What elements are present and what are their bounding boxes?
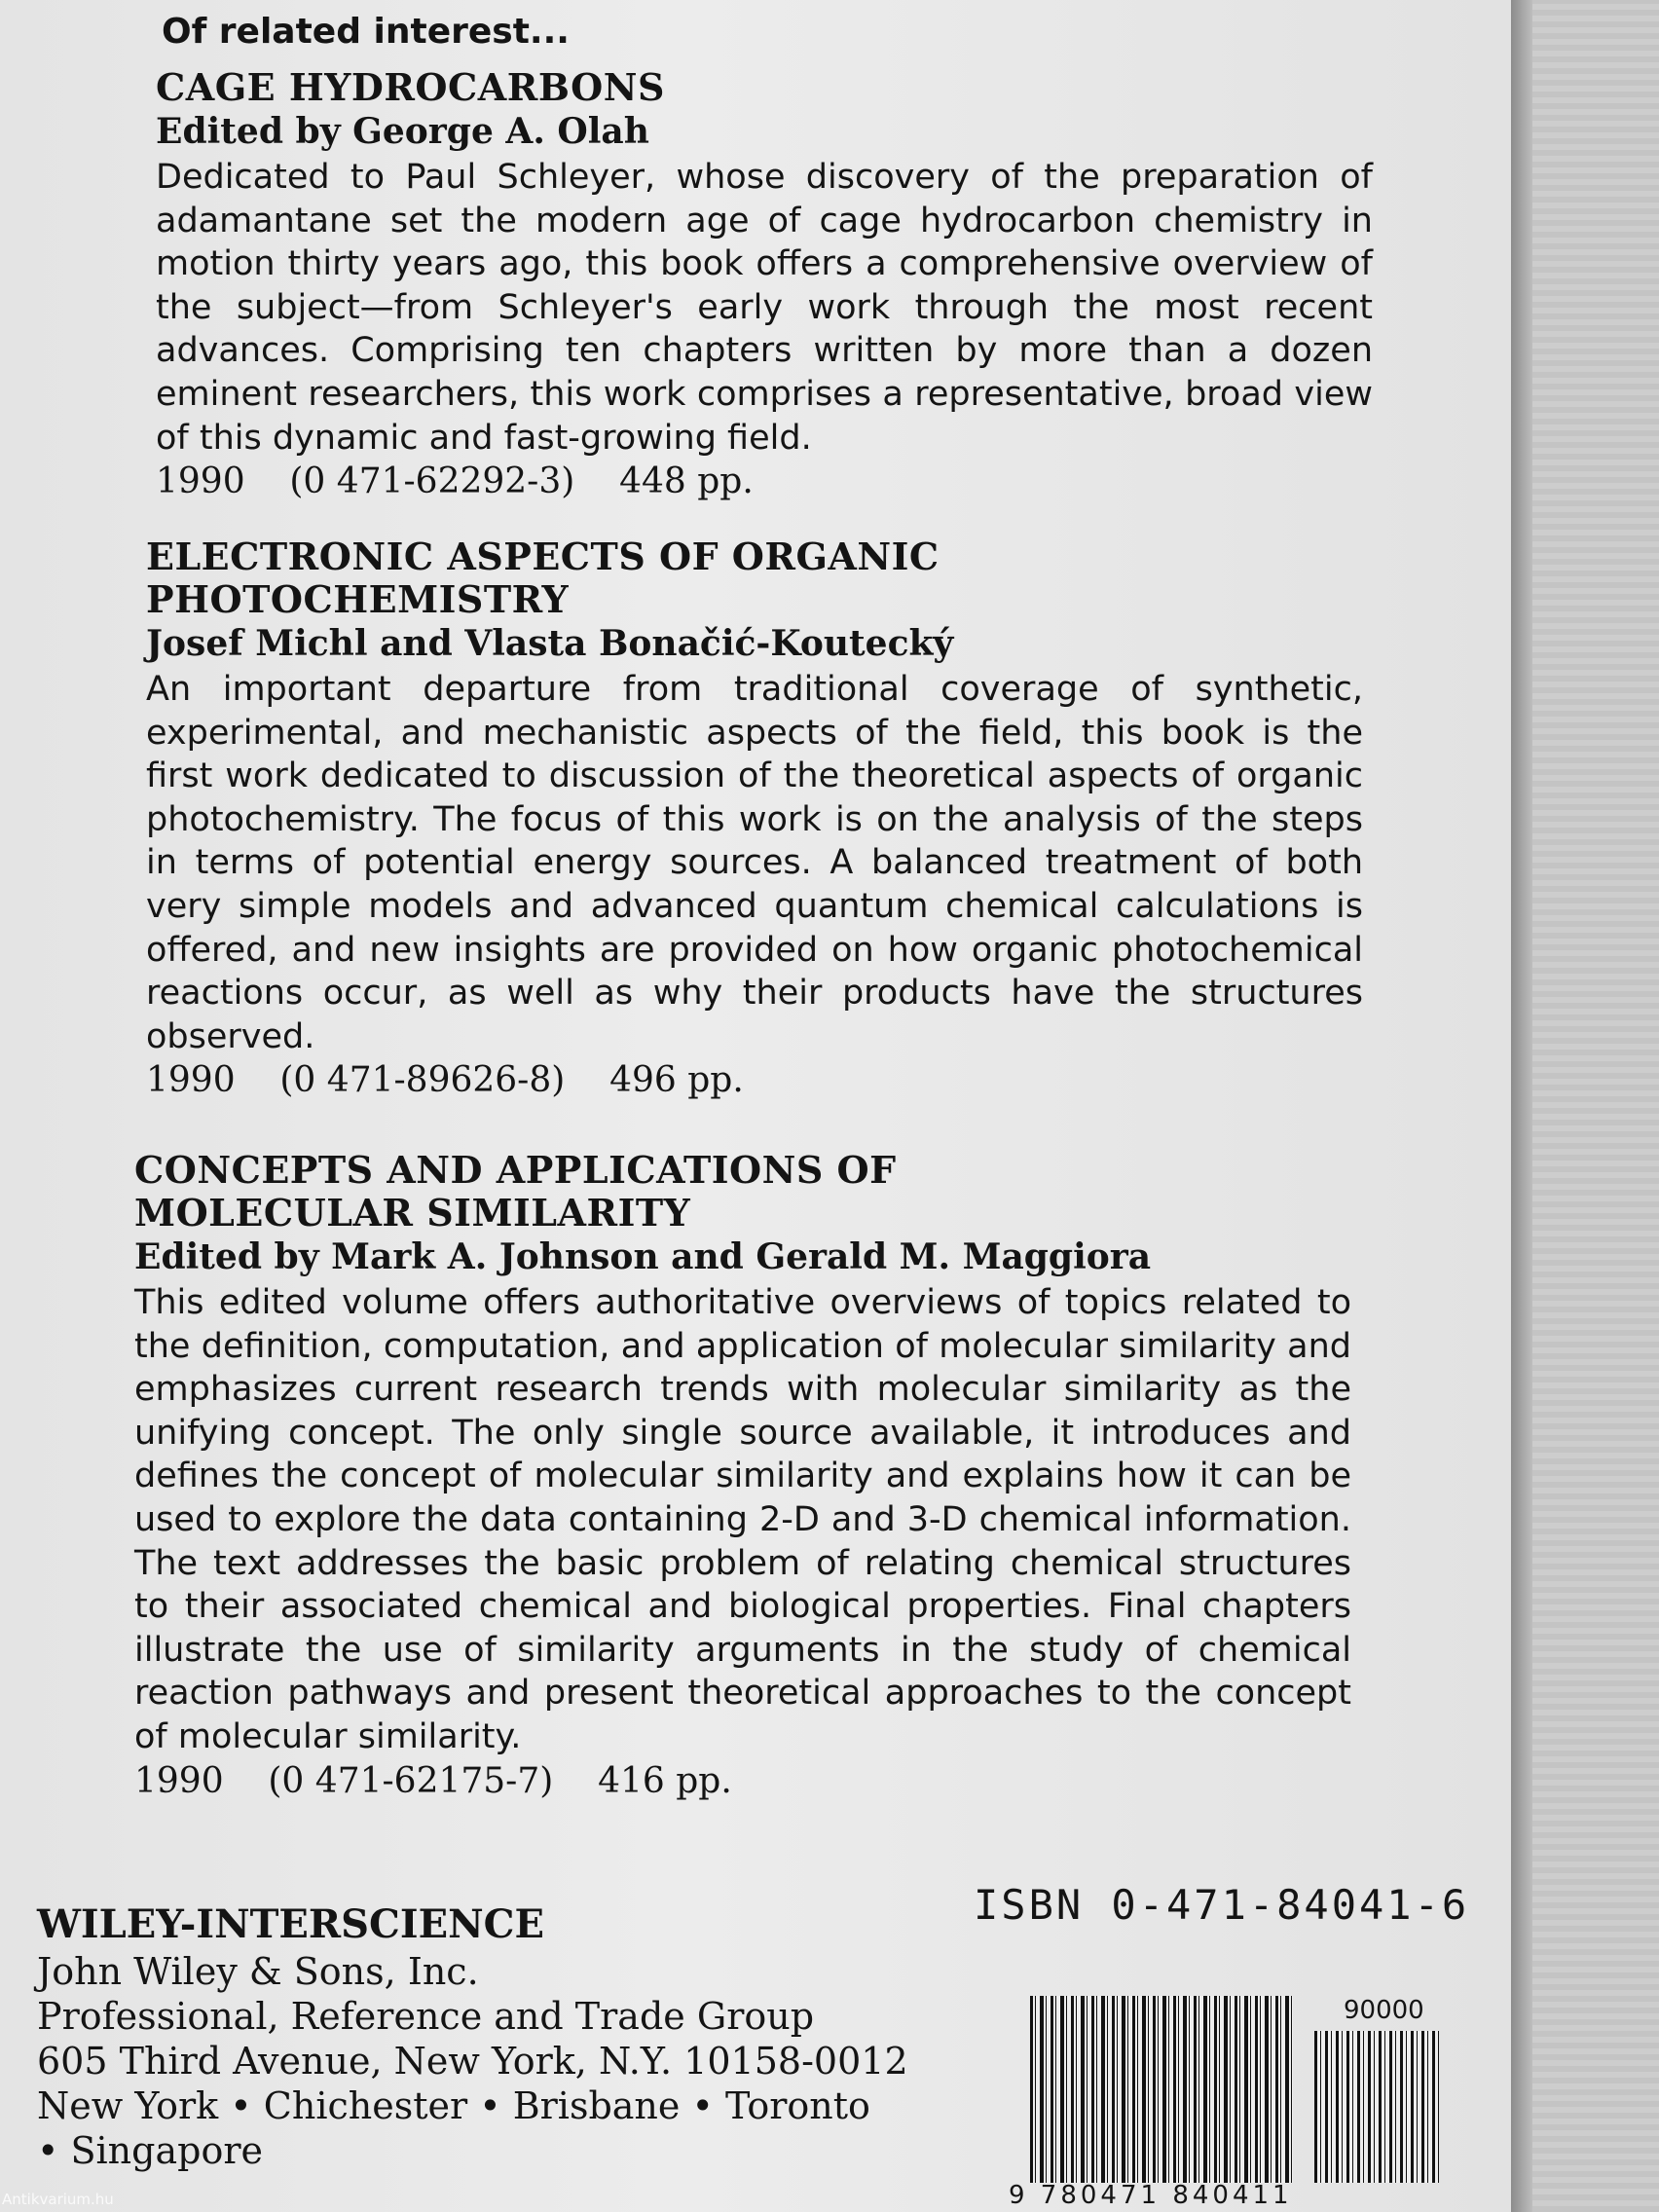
background-surface: [1532, 0, 1659, 2212]
book-entry-molecular-similarity: [134, 1149, 1351, 1804]
book-description: Dedicated to Paul Schleyer, whose discovery of the preparation of adamantane set the modern age of cage hydrocarbon chemistry in motion thirty years ago, this book offers a comprehensive overview of the subject—from Schleyer's early work through the most recent advances. Comprising ten chapters written by more than a dozen eminent researchers, this work comprises a representative, broad view of this dynamic and fast-growing field.: [156, 158, 1373, 458]
barcode-addon-price: 90000: [1344, 1996, 1424, 2025]
publisher-group: Professional, Reference and Trade Group: [37, 1995, 815, 2038]
watermark-text: Antikvarium.hu: [2, 2191, 114, 2208]
book-entry-cage-hydrocarbons: [156, 66, 1373, 504]
publisher-address: 605 Third Avenue, New York, N.Y. 10158-0012: [37, 2040, 908, 2083]
book-description: This edited volume offers authoritative overviews of topics related to the definition, computation, and application of molecular similarity and emphasizes current research trends with molecular similarity as the unifying concept. The only single source available, it introduces and defines the concept of molecular similarity and explains how it can be used to explore the data containing 2-D and 3-D chemical information. The text addresses the basic problem of relating chemical structures to their associated chemical and biological properties. Final chapters illustrate the use of similarity arguments in the study of chemical reaction pathways and present theoretical approaches to the concept of molecular similarity.: [134, 1283, 1351, 1756]
barcode-addon-bars: [1314, 2031, 1439, 2183]
book-title: ELECTRONIC ASPECTS OF ORGANIC PHOTOCHEMISTRY: [146, 535, 940, 621]
book-entry-electronic-aspects: [146, 535, 1363, 1103]
book-authors: Edited by George A. Olah: [156, 111, 649, 152]
book-publication-info: 1990 (0 471-62292-3) 448 pp.: [156, 461, 754, 502]
book-authors: Josef Michl and Vlasta Bonačić-Koutecký: [146, 623, 954, 664]
book-title: CONCEPTS AND APPLICATIONS OF MOLECULAR SIMILARITY: [134, 1148, 897, 1235]
barcode-main-bars: [1030, 1996, 1293, 2183]
publisher-cities-continued: • Singapore: [37, 2129, 263, 2172]
book-description: An important departure from traditional coverage of synthetic, experimental, and mechanistic aspects of the field, this book is the first work dedicated to discussion of the theoretical aspects of organic photochemistry. The focus of this work is on the analysis of the steps in terms of potential energy sources. A balanced treatment of both very simple models and advanced quantum chemical calculations is offered, and new insights are provided on how organic photochemical reactions occur, as well as why their products have the structures observed.: [146, 670, 1363, 1056]
isbn-number: ISBN 0-471-84041-6: [974, 1881, 1470, 1929]
cover-edge-shadow: [1511, 0, 1532, 2212]
publisher-imprint: WILEY-INTERSCIENCE: [37, 1901, 544, 1947]
book-publication-info: 1990 (0 471-89626-8) 496 pp.: [146, 1060, 744, 1101]
barcode-digits: 9 780471 840411: [1009, 2181, 1293, 2210]
publisher-cities: New York • Chichester • Brisbane • Toronto: [37, 2084, 870, 2127]
book-title: CAGE HYDROCARBONS: [156, 65, 665, 109]
book-publication-info: 1990 (0 471-62175-7) 416 pp.: [134, 1760, 732, 1801]
book-authors: Edited by Mark A. Johnson and Gerald M. Maggiora: [134, 1236, 1152, 1277]
publisher-block: [37, 1900, 908, 2173]
related-interest-heading: Of related interest...: [162, 12, 570, 52]
publisher-company: John Wiley & Sons, Inc.: [37, 1950, 479, 1993]
